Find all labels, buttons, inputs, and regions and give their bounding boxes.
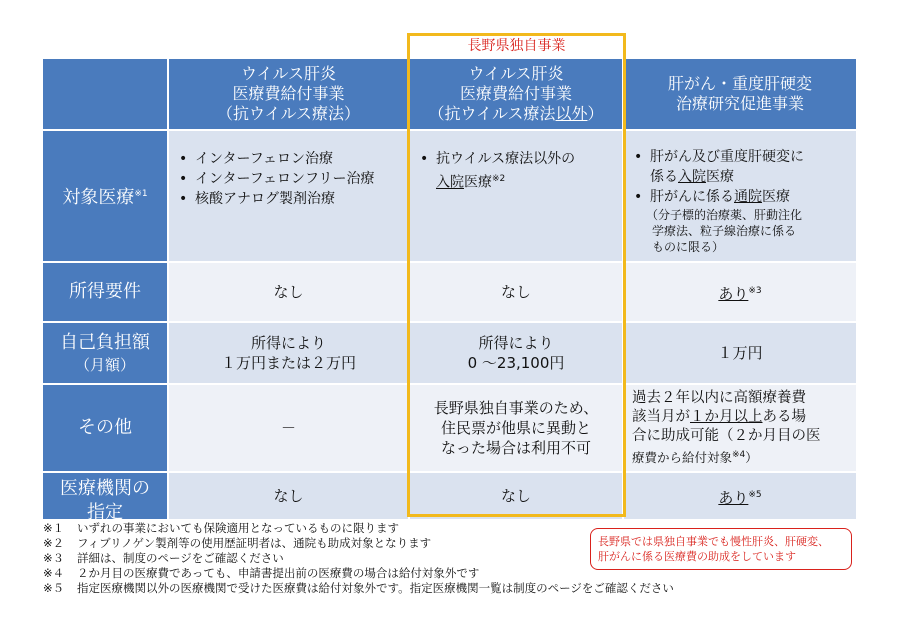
row-header-income: 所得要件 — [43, 263, 167, 321]
footnotes — [43, 521, 674, 596]
footnote: ※１ いずれの事業においても保険適用となっているものに限ります — [43, 521, 399, 535]
header-corner — [43, 59, 167, 129]
footnote: ※５ 指定医療機関以外の医療機関で受けた医療費は給付対象外です。指定医療機関一覧は制度のページをご確認ください — [43, 581, 674, 595]
target-non-antiviral-cell — [410, 131, 622, 261]
designated-antiviral-cell: なし — [169, 473, 408, 519]
list-item: • 核酸アナログ製剤治療 — [177, 189, 408, 209]
column-header-line: （抗ウイルス療法以外） — [428, 104, 604, 123]
row-header-designated: 医療機関の 指定 — [43, 473, 167, 519]
list-item: • 肝がん及び重度肝硬変に 係る入院医療 — [632, 147, 856, 187]
copay-liver-cancer-cell: １万円 — [624, 323, 856, 383]
column-header-non-antiviral — [410, 59, 622, 129]
list-item: • インターフェロン治療 — [177, 149, 408, 169]
designated-non-antiviral-cell: なし — [410, 473, 622, 519]
row-header-other: その他 — [43, 385, 167, 471]
list-item: • 肝がんに係る通院医療 — [632, 187, 856, 207]
column-header-liver-cancer — [624, 59, 856, 129]
copay-antiviral-cell: 所得により １万円または２万円 — [169, 323, 408, 383]
income-liver-cancer-cell: あり$^{※3}$ — [624, 263, 856, 321]
income-non-antiviral-cell: なし — [410, 263, 622, 321]
designated-liver-cancer-cell: あり$^{※5}$ — [624, 473, 856, 519]
column-header-line: 医療費給付事業 — [232, 84, 345, 103]
footnote: ※４ ２か月目の医療費であっても、申請書提出前の医療費の場合は給付対象外です — [43, 566, 480, 580]
target-note: （分子標的治療薬、肝動注化 学療法、粒子線治療に係る ものに限る） — [646, 208, 803, 254]
column-header-line: ウイルス肝炎 — [468, 64, 564, 83]
other-antiviral-cell: － — [169, 385, 408, 471]
row-header-target: 対象医療$^{※1}$ — [43, 131, 167, 261]
list-item: • インターフェロンフリー治療 — [177, 169, 408, 189]
list-item: • 抗ウイルス療法以外の 入院医療$^{※2}$ — [418, 149, 622, 193]
other-liver-cancer-cell: 過去２年以内に高額療養費 該当月が１か月以上ある場 合に助成可能（２か月目の医 療費から給付対象$^{※4}$） — [624, 385, 856, 471]
income-antiviral-cell: なし — [169, 263, 408, 321]
other-non-antiviral-cell: 長野県独自事業のため、 住民票が他県に異動と なった場合は利用不可 — [410, 385, 622, 471]
nagano-notice-box: 長野県では県独自事業でも慢性肝炎、肝硬変、 肝がんに係る医療費の助成をしています — [590, 528, 852, 570]
column-header-line: 肝がん・重度肝硬変 — [667, 74, 812, 93]
column-header-line: 医療費給付事業 — [459, 84, 572, 103]
footnote: ※２ フィブリノゲン製剤等の使用歴証明者は、通院も助成対象となります — [43, 536, 432, 550]
nagano-highlight-label: 長野県独自事業 — [467, 38, 566, 54]
target-liver-cancer-cell — [624, 131, 856, 261]
target-antiviral-cell — [169, 131, 408, 261]
copay-non-antiviral-cell: 所得により 0 ～23,100円 — [410, 323, 622, 383]
column-header-line: （抗ウイルス療法） — [216, 104, 361, 123]
row-header-copay: 自己負担額 （月額） — [43, 323, 167, 383]
column-header-antiviral — [169, 59, 408, 129]
column-header-line: ウイルス肝炎 — [240, 64, 337, 83]
footnote: ※３ 詳細は、制度のページをご確認ください — [43, 551, 284, 565]
column-header-line: 治療研究促進事業 — [675, 94, 804, 113]
